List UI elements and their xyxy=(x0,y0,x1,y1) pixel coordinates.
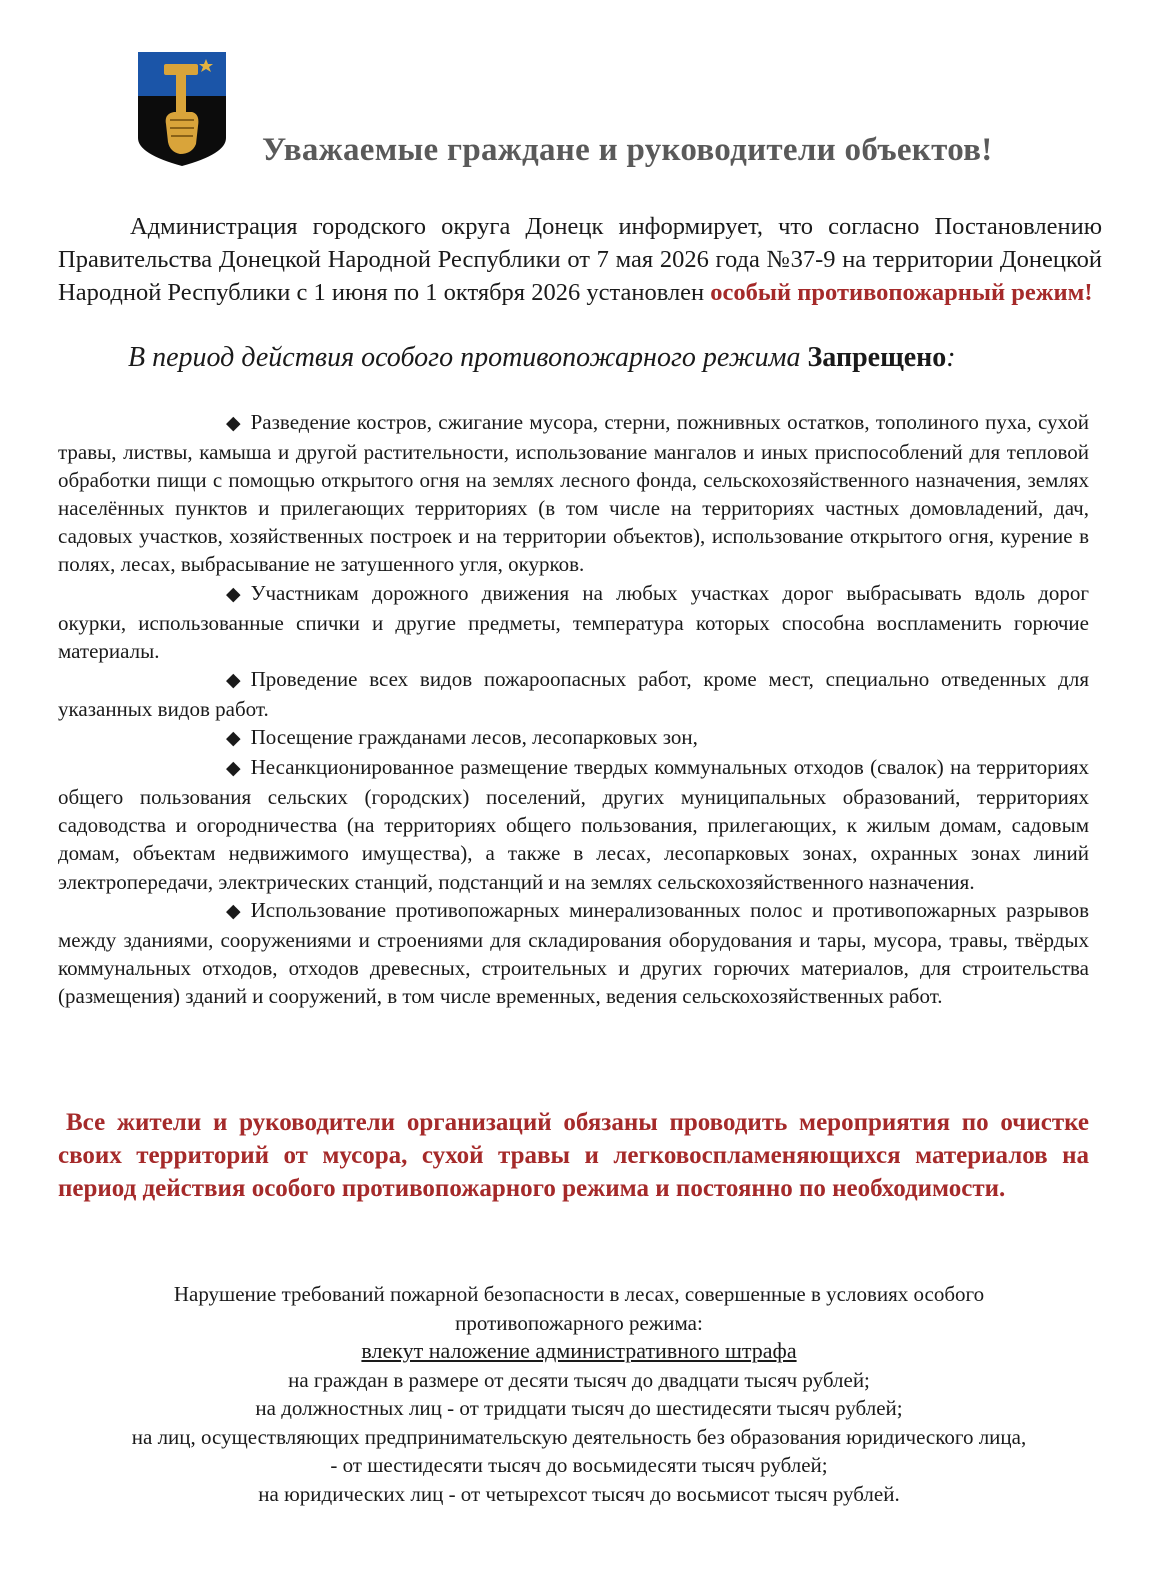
forbidden-word: Запрещено xyxy=(807,342,947,373)
list-item xyxy=(58,665,1089,723)
penalty-line: на граждан в размере от десяти тысяч до двадцати тысяч рублей; xyxy=(288,1367,870,1392)
list-item xyxy=(58,723,1089,753)
obligation-paragraph xyxy=(58,1106,1089,1205)
penalties-block xyxy=(50,1280,1108,1508)
period-heading xyxy=(128,342,1098,374)
diamond-bullet-icon: ◆ xyxy=(226,900,241,922)
list-item-text: Несанкционированное размещение твердых коммунальных отходов (свалок) на территориях общего пользования сельских (городских) поселений, других муниципальных образований, территориях садоводства и огородничества (на территориях общего пользования, прилегающих, к жилым домам, садовым домам, объектам недвижимого имущества), а также в лесах, лесопарковых зонах, охранных зонах линий электропередачи, электрических станций, подстанций и на землях сельскохозяйственного назначения. xyxy=(58,755,1089,894)
list-item xyxy=(58,408,1089,579)
list-item xyxy=(58,579,1089,665)
fine-header: влекут наложение административного штрафа xyxy=(361,1338,797,1363)
list-item-text: Проведение всех видов пожароопасных работ, кроме мест, специально отведенных для указанных видов работ. xyxy=(58,666,1089,721)
prohibitions-list xyxy=(58,408,1089,1010)
list-item xyxy=(58,896,1089,1010)
list-item-text: Разведение костров, сжигание мусора, стерни, пожнивных остатков, тополиного пуха, сухой травы, листвы, камыша и другой растительности, использование мангалов и иных приспособлений для тепловой обработки пищи с помощью открытого огня на землях лесного фонда, сельскохозяйственного назначения, землях населённых пунктов и прилегающих территориях (в том числе на территориях частных домовладений, дач, садовых участков, хозяйственных построек и на территории объектов), использование открытого огня, курение в полях, лесах, выбрасывание не затушенного угля, окурков. xyxy=(58,410,1089,577)
list-item-text: Участникам дорожного движения на любых участках дорог выбрасывать вдоль дорог окурки, использованные спички и другие предметы, температура которых способна воспламенить горючие материалы. xyxy=(58,580,1089,663)
special-regime-highlight: особый противопожарный режим! xyxy=(710,279,1093,306)
list-item-text: Посещение гражданами лесов, лесопарковых зон, xyxy=(250,725,698,750)
list-item-text: Использование противопожарных минерализованных полос и противопожарных разрывов между зданиями, сооружениями и строениями для складирования оборудования и тары, мусора, травы, твёрдых коммунальных отходов, отходов древесных, строительных и других горючих материалов, для строительства (размещения) зданий и сооружений, в том числе временных, ведения сельскохозяйственных работ. xyxy=(58,897,1089,1008)
diamond-bullet-icon: ◆ xyxy=(226,758,241,780)
diamond-bullet-icon: ◆ xyxy=(226,583,241,605)
notice-title: Уважаемые граждане и руководители объектов! xyxy=(262,132,993,168)
diamond-bullet-icon: ◆ xyxy=(226,669,241,691)
coat-of-arms-emblem xyxy=(136,50,228,168)
diamond-bullet-icon: ◆ xyxy=(226,728,241,750)
period-colon: : xyxy=(946,342,956,373)
penalty-line: на лиц, осуществляющих предпринимательскую деятельность без образования юридического лица, xyxy=(131,1424,1027,1449)
penalties-intro: Нарушение требований пожарной безопасности в лесах, совершенные в условиях особого противопожарного режима: xyxy=(173,1282,985,1335)
penalty-line: - от шестидесяти тысяч до восьмидесяти тысяч рублей; xyxy=(330,1453,828,1477)
period-text: В период действия особого противопожарного режима xyxy=(128,342,801,373)
list-item xyxy=(58,753,1089,895)
intro-text: Администрация городского округа Донецк информирует, что согласно Постановлению Правительства Донецкой Народной Республики от 7 мая 2026 года №37-9 на территории Донецкой Народной Республики с 1 июня по 1 октября 2026 установлен xyxy=(58,213,1102,306)
diamond-bullet-icon: ◆ xyxy=(226,413,241,434)
intro-paragraph xyxy=(58,210,1102,309)
obligation-text: Все жители и руководители организаций обязаны проводить мероприятия по очистке своих территорий от мусора, сухой травы и легковоспламеняющихся материалов на период действия особого противопожарного режима и постоянно по необходимости. xyxy=(58,1109,1089,1202)
penalty-line: на должностных лиц - от тридцати тысяч до шестидесяти тысяч рублей; xyxy=(255,1396,903,1420)
penalty-line: на юридических лиц - от четырехсот тысяч до восьмисот тысяч рублей. xyxy=(258,1481,900,1506)
